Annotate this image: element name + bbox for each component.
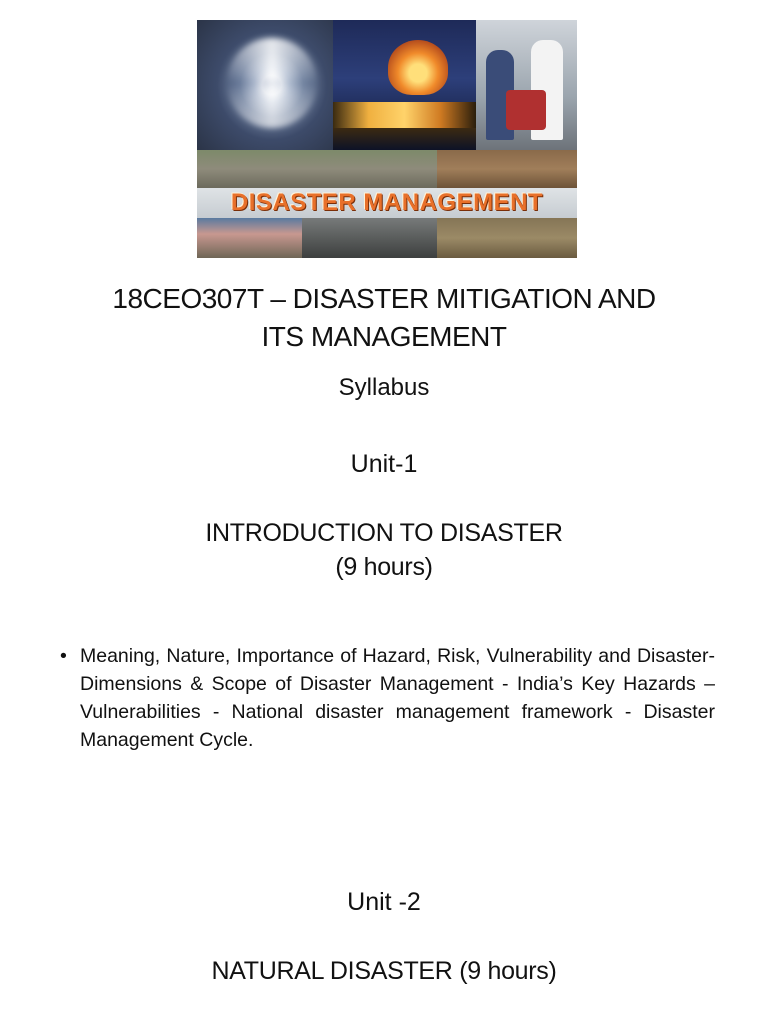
rescue-team-image bbox=[476, 20, 577, 150]
earthquake-rubble-image bbox=[437, 218, 577, 258]
unit-1-topics-list bbox=[58, 642, 715, 754]
unit-1-topics-text: Meaning, Nature, Importance of Hazard, Risk, Vulnerability and Disaster- Dimensions & Scope of Disaster Management - India’s Key Hazards – Vulnerabilities - National disaster management framework - Disaster Management Cycle. bbox=[80, 645, 715, 751]
unit-1-hours: (9 hours) bbox=[335, 553, 433, 581]
banner-title: DISASTER MANAGEMENT bbox=[230, 189, 544, 216]
tsunami-debris-image bbox=[197, 218, 302, 258]
unit-1-label: Unit-1 bbox=[350, 450, 418, 478]
banner-title-bar bbox=[197, 188, 577, 218]
flood-town-image bbox=[197, 150, 437, 188]
unit-2-label: Unit -2 bbox=[347, 888, 421, 916]
course-title-line-1: 18CEO307T – DISASTER MITIGATION AND bbox=[112, 283, 656, 314]
cyclone-satellite-image bbox=[197, 20, 333, 150]
unit-1-title-line-1: INTRODUCTION TO DISASTER bbox=[205, 519, 563, 547]
course-title bbox=[0, 280, 768, 356]
collapsed-building-image bbox=[302, 218, 437, 258]
disaster-management-banner bbox=[197, 20, 577, 258]
course-title-line-2: ITS MANAGEMENT bbox=[261, 321, 507, 352]
unit-2-title: NATURAL DISASTER (9 hours) bbox=[211, 957, 557, 985]
landslide-image bbox=[437, 150, 577, 188]
syllabus-heading: Syllabus bbox=[338, 374, 430, 401]
explosion-night-image bbox=[333, 20, 476, 150]
bullet-dot-icon: • bbox=[60, 645, 67, 667]
list-item bbox=[58, 642, 715, 754]
unit-1-title bbox=[0, 516, 768, 584]
